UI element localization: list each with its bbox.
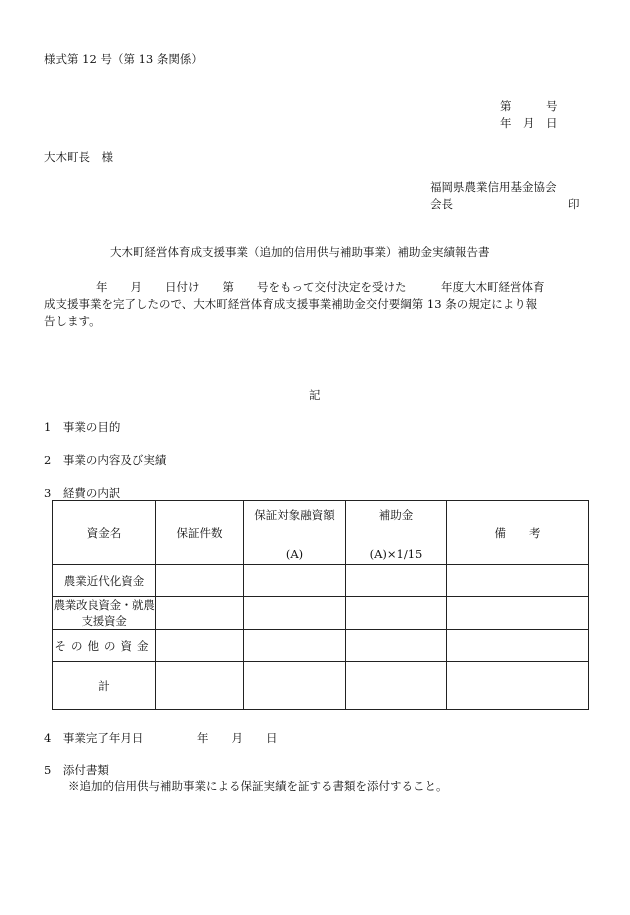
document-number: 第 号 (500, 99, 558, 113)
cell-subsidy[interactable] (346, 662, 447, 710)
cell-guarantee-count[interactable] (156, 597, 244, 630)
body-line-3: 告します。 (44, 314, 101, 328)
header-target-amount-sub: (A) (285, 546, 304, 561)
sender-title: 会長 (430, 197, 453, 211)
header-subsidy (346, 501, 447, 565)
sender-organization: 福岡県農業信用基金協会 (430, 180, 557, 194)
report-title: 大木町経営体育成支援事業（追加的信用供与補助事業）補助金実績報告書 (110, 245, 490, 259)
section-3-costs: 3 経費の内訳 (44, 486, 121, 500)
section-5-attachments: 5 添付書類 (44, 763, 109, 777)
header-remarks: 備 考 (447, 501, 589, 565)
cell-remarks[interactable] (447, 565, 589, 597)
table-row-total (53, 662, 589, 710)
table-row (53, 597, 589, 630)
cell-guarantee-count[interactable] (156, 630, 244, 662)
seal-mark: 印 (568, 197, 580, 211)
attachment-note: ※追加的信用供与補助事業による保証実績を証する書類を添付すること。 (68, 779, 448, 793)
cell-target-amount[interactable] (244, 565, 346, 597)
table-row (53, 630, 589, 662)
header-guarantee-count: 保証件数 (156, 501, 244, 565)
cell-subsidy[interactable] (346, 597, 447, 630)
cell-guarantee-count[interactable] (156, 662, 244, 710)
body-line-1: 年 月 日付け 第 号をもって交付決定を受けた 年度大木町経営体育 (96, 280, 545, 294)
header-target-amount-label: 保証対象融資額 (254, 507, 335, 522)
table-header-row (53, 501, 589, 565)
cell-remarks[interactable] (447, 630, 589, 662)
cell-remarks[interactable] (447, 662, 589, 710)
completion-date-value: 年 月 日 (197, 731, 278, 745)
cell-subsidy[interactable] (346, 630, 447, 662)
cell-target-amount[interactable] (244, 662, 346, 710)
row-label-other: その他の資金 (53, 630, 156, 662)
cost-breakdown-table (52, 500, 589, 710)
addressee: 大木町長 様 (44, 150, 113, 164)
row-label-improvement: 農業改良資金・就農支援資金 (53, 598, 155, 628)
table-row (53, 565, 589, 597)
cell-remarks[interactable] (447, 597, 589, 630)
cell-target-amount[interactable] (244, 630, 346, 662)
row-label-total: 計 (53, 662, 156, 710)
form-number: 様式第 12 号（第 13 条関係） (44, 52, 203, 66)
section-2-content: 2 事業の内容及び実績 (44, 453, 167, 467)
header-subsidy-sub: (A)×1/15 (369, 546, 423, 561)
header-fund-name: 資金名 (53, 501, 156, 565)
header-subsidy-label: 補助金 (378, 507, 414, 522)
cell-subsidy[interactable] (346, 565, 447, 597)
cell-target-amount[interactable] (244, 597, 346, 630)
section-4-completion-date: 4 事業完了年月日 (44, 731, 144, 745)
document-date: 年 月 日 (500, 116, 558, 130)
row-label-modernization: 農業近代化資金 (53, 565, 156, 597)
header-target-amount (244, 501, 346, 565)
body-line-2: 成支援事業を完了したので、大木町経営体育成支援事業補助金交付要綱第 13 条の規定により報 (44, 297, 538, 311)
cell-guarantee-count[interactable] (156, 565, 244, 597)
section-1-purpose: 1 事業の目的 (44, 420, 121, 434)
ki-marker: 記 (309, 388, 321, 402)
